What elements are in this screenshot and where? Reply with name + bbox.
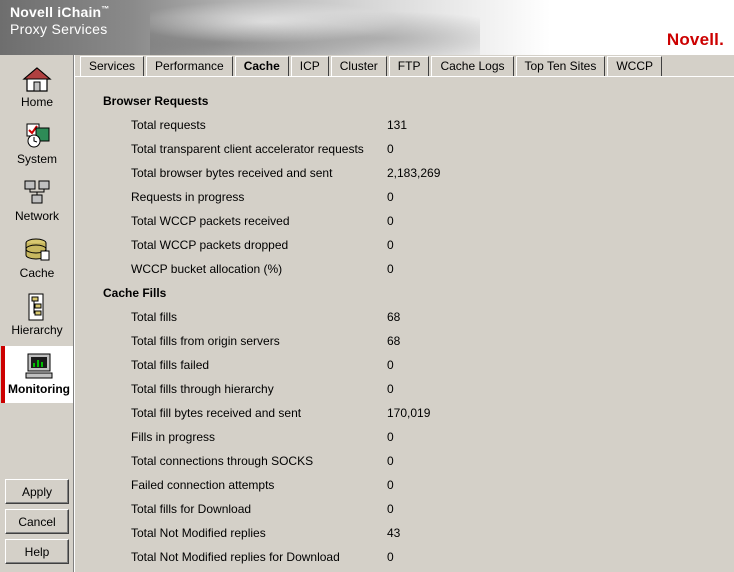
sidebar-item-network[interactable] bbox=[1, 173, 73, 230]
app-title: Novell iChain™ bbox=[10, 4, 110, 20]
hierarchy-icon bbox=[21, 293, 53, 321]
section-title-browser-requests: Browser Requests bbox=[103, 94, 209, 108]
tab-cache[interactable]: Cache bbox=[235, 56, 289, 77]
tab-top-ten-sites[interactable]: Top Ten Sites bbox=[516, 56, 606, 76]
sidebar bbox=[0, 55, 74, 572]
stat-label: Total fills for Download bbox=[131, 502, 252, 516]
sidebar-item-hierarchy[interactable] bbox=[1, 287, 73, 344]
sidebar-item-label: Monitoring bbox=[8, 382, 70, 396]
stat-label: Total browser bytes received and sent bbox=[131, 166, 333, 180]
tab-performance[interactable]: Performance bbox=[146, 56, 233, 76]
tab-bar bbox=[80, 56, 664, 77]
stat-value: 0 bbox=[387, 478, 394, 492]
stat-value: 0 bbox=[387, 238, 394, 252]
monitoring-icon bbox=[23, 352, 55, 380]
section-title-cache-fills: Cache Fills bbox=[103, 286, 167, 300]
stat-label: WCCP bucket allocation (%) bbox=[131, 262, 283, 276]
help-button[interactable]: Help bbox=[5, 539, 69, 564]
stat-value: 0 bbox=[387, 214, 394, 228]
tab-cluster[interactable]: Cluster bbox=[331, 56, 387, 76]
sidebar-item-label: Cache bbox=[19, 266, 55, 280]
app-subtitle: Proxy Services bbox=[10, 21, 108, 37]
stat-value: 68 bbox=[387, 334, 401, 348]
cancel-button[interactable]: Cancel bbox=[5, 509, 69, 534]
sidebar-item-monitoring[interactable] bbox=[1, 346, 73, 403]
stat-label: Total fills failed bbox=[131, 358, 210, 372]
header-banner bbox=[0, 0, 734, 55]
stat-value: 131 bbox=[387, 118, 408, 132]
stat-value: 0 bbox=[387, 550, 394, 564]
tab-services[interactable]: Services bbox=[80, 56, 144, 76]
apply-button[interactable]: Apply bbox=[5, 479, 69, 504]
stat-value: 170,019 bbox=[387, 406, 431, 420]
home-icon bbox=[21, 65, 53, 93]
stat-value: 0 bbox=[387, 190, 394, 204]
stat-value: 43 bbox=[387, 526, 401, 540]
tab-cache-logs[interactable]: Cache Logs bbox=[431, 56, 513, 76]
stat-value: 0 bbox=[387, 142, 394, 156]
sidebar-item-label: System bbox=[16, 152, 57, 166]
tab-icp[interactable]: ICP bbox=[291, 56, 329, 76]
sidebar-item-cache[interactable] bbox=[1, 230, 73, 287]
sidebar-item-label: Home bbox=[20, 95, 53, 109]
stat-label: Total fills from origin servers bbox=[131, 334, 280, 348]
stat-value: 2,183,269 bbox=[387, 166, 441, 180]
stat-label: Failed connection attempts bbox=[131, 478, 275, 492]
stat-label: Requests in progress bbox=[131, 190, 245, 204]
tab-wccp[interactable]: WCCP bbox=[607, 56, 662, 76]
stat-value: 0 bbox=[387, 262, 394, 276]
novell-logo: Novell. bbox=[666, 30, 724, 49]
tab-ftp[interactable]: FTP bbox=[389, 56, 430, 76]
system-icon bbox=[21, 122, 53, 150]
stat-label: Total fills through hierarchy bbox=[131, 382, 274, 396]
stat-label: Total Not Modified replies for Download bbox=[131, 550, 340, 564]
main-panel bbox=[75, 55, 734, 572]
stat-value: 0 bbox=[387, 430, 394, 444]
stat-label: Total transparent client accelerator requests bbox=[131, 142, 364, 156]
stat-value: 0 bbox=[387, 502, 394, 516]
stat-label: Total fills bbox=[131, 310, 178, 324]
network-icon bbox=[21, 179, 53, 207]
stat-label: Fills in progress bbox=[131, 430, 216, 444]
stat-value: 0 bbox=[387, 358, 394, 372]
header-decoration bbox=[150, 0, 480, 55]
stat-value: 0 bbox=[387, 382, 394, 396]
stat-label: Total WCCP packets dropped bbox=[131, 238, 289, 252]
sidebar-item-home[interactable] bbox=[1, 59, 73, 116]
sidebar-item-system[interactable] bbox=[1, 116, 73, 173]
stat-value: 68 bbox=[387, 310, 401, 324]
stat-label: Total connections through SOCKS bbox=[131, 454, 314, 468]
stat-label: Total Not Modified replies bbox=[131, 526, 266, 540]
tab-divider bbox=[75, 76, 734, 77]
cache-icon bbox=[21, 236, 53, 264]
sidebar-item-label: Network bbox=[14, 209, 59, 223]
stat-label: Total WCCP packets received bbox=[131, 214, 290, 228]
stat-label: Total fill bytes received and sent bbox=[131, 406, 302, 420]
stat-value: 0 bbox=[387, 454, 394, 468]
sidebar-item-label: Hierarchy bbox=[11, 323, 63, 337]
stat-label: Total requests bbox=[131, 118, 206, 132]
